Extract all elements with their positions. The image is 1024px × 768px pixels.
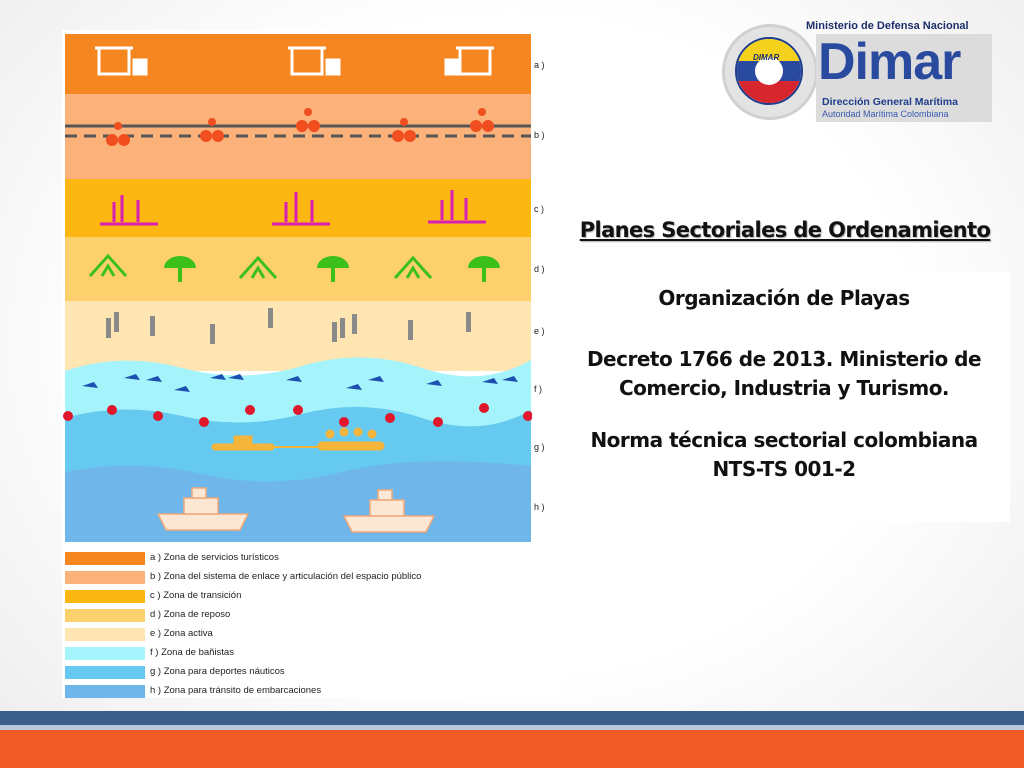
dimar-wordmark: Dimar (818, 33, 961, 91)
legend-swatch (65, 590, 145, 603)
legend-label: a ) Zona de servicios turísticos (150, 552, 279, 563)
zone-label-f: f ) (534, 384, 542, 394)
legend-item (62, 608, 482, 622)
walker-icon (150, 316, 155, 336)
buoy-icon (479, 403, 489, 413)
dimar-subtitle: Dirección General Marítima (822, 96, 958, 108)
legend-swatch (65, 685, 145, 698)
decree-line-2: Comercio, Industria y Turismo. (618, 376, 950, 400)
buoy-icon (153, 411, 163, 421)
walker-icon (340, 318, 345, 338)
walker-icon (210, 324, 215, 344)
legend-label: f ) Zona de bañistas (150, 647, 234, 658)
zone-label-e: e ) (534, 326, 545, 336)
zoning-diagram (62, 30, 532, 542)
legend-swatch (65, 628, 145, 641)
decree-line-1: Decreto 1766 de 2013. Ministerio de (586, 347, 982, 371)
buoy-icon (385, 413, 395, 423)
norm-line-2: NTS-TS 001-2 (712, 457, 856, 481)
buoy-icon (63, 411, 73, 421)
legend-item (62, 627, 482, 641)
footer-bar-blue (0, 711, 1024, 725)
ministry-label: Ministerio de Defensa Nacional (806, 20, 969, 32)
legend-label: h ) Zona para tránsito de embarcaciones (150, 685, 322, 696)
walker-icon (114, 312, 119, 332)
zone-label-c: c ) (534, 204, 544, 214)
walker-icon (466, 312, 471, 332)
footer-bar-orange (0, 730, 1024, 768)
legend-swatch (65, 571, 145, 584)
dimar-logo (718, 18, 994, 122)
legend-item (62, 551, 482, 565)
walker-icon (106, 318, 111, 338)
zone-c-band (65, 179, 531, 237)
zone-label-b: b ) (534, 130, 545, 140)
walker-icon (408, 320, 413, 340)
buoy-icon (433, 417, 443, 427)
legend-item (62, 589, 482, 603)
walker-icon (332, 322, 337, 342)
legend-item (62, 684, 482, 698)
legend-swatch (65, 647, 145, 660)
buoy-icon (293, 405, 303, 415)
legend-swatch (65, 666, 145, 679)
legend-item (62, 570, 482, 584)
zone-label-g: g ) (534, 442, 545, 452)
legend-label: d ) Zona de reposo (150, 609, 231, 620)
dimar-subtitle-2: Autoridad Marítima Colombiana (822, 109, 949, 119)
legend-swatch (65, 552, 145, 565)
beach-zoning-figure (62, 30, 562, 698)
page-title: Planes Sectoriales de Ordenamiento (579, 218, 991, 242)
zone-label-h: h ) (534, 502, 545, 512)
zone-d-band (65, 237, 531, 301)
legend-item (62, 665, 482, 679)
zone-label-a: a ) (534, 60, 545, 70)
dimar-seal-icon (722, 24, 818, 120)
buoy-icon (199, 417, 209, 427)
norm-line-1: Norma técnica sectorial colombiana (590, 428, 978, 452)
buoy-icon (107, 405, 117, 415)
zone-label-d: d ) (534, 264, 545, 274)
legend-label: b ) Zona del sistema de enlace y articulación del espacio público (150, 571, 422, 582)
buoy-icon (245, 405, 255, 415)
info-text-box (558, 272, 1010, 522)
buoy-icon (339, 417, 349, 427)
legend-label: g ) Zona para deportes náuticos (150, 666, 285, 677)
legend-item (62, 646, 482, 660)
legend-label: c ) Zona de transición (150, 590, 242, 601)
seal-emblem-icon (737, 39, 801, 103)
legend-swatch (65, 609, 145, 622)
subtitle-line: Organización de Playas (658, 286, 910, 310)
zone-e-band (65, 301, 531, 371)
legend-label: e ) Zona activa (150, 628, 213, 639)
seal-text: DIMAR (753, 53, 780, 62)
walker-icon (268, 308, 273, 328)
walker-icon (352, 314, 357, 334)
